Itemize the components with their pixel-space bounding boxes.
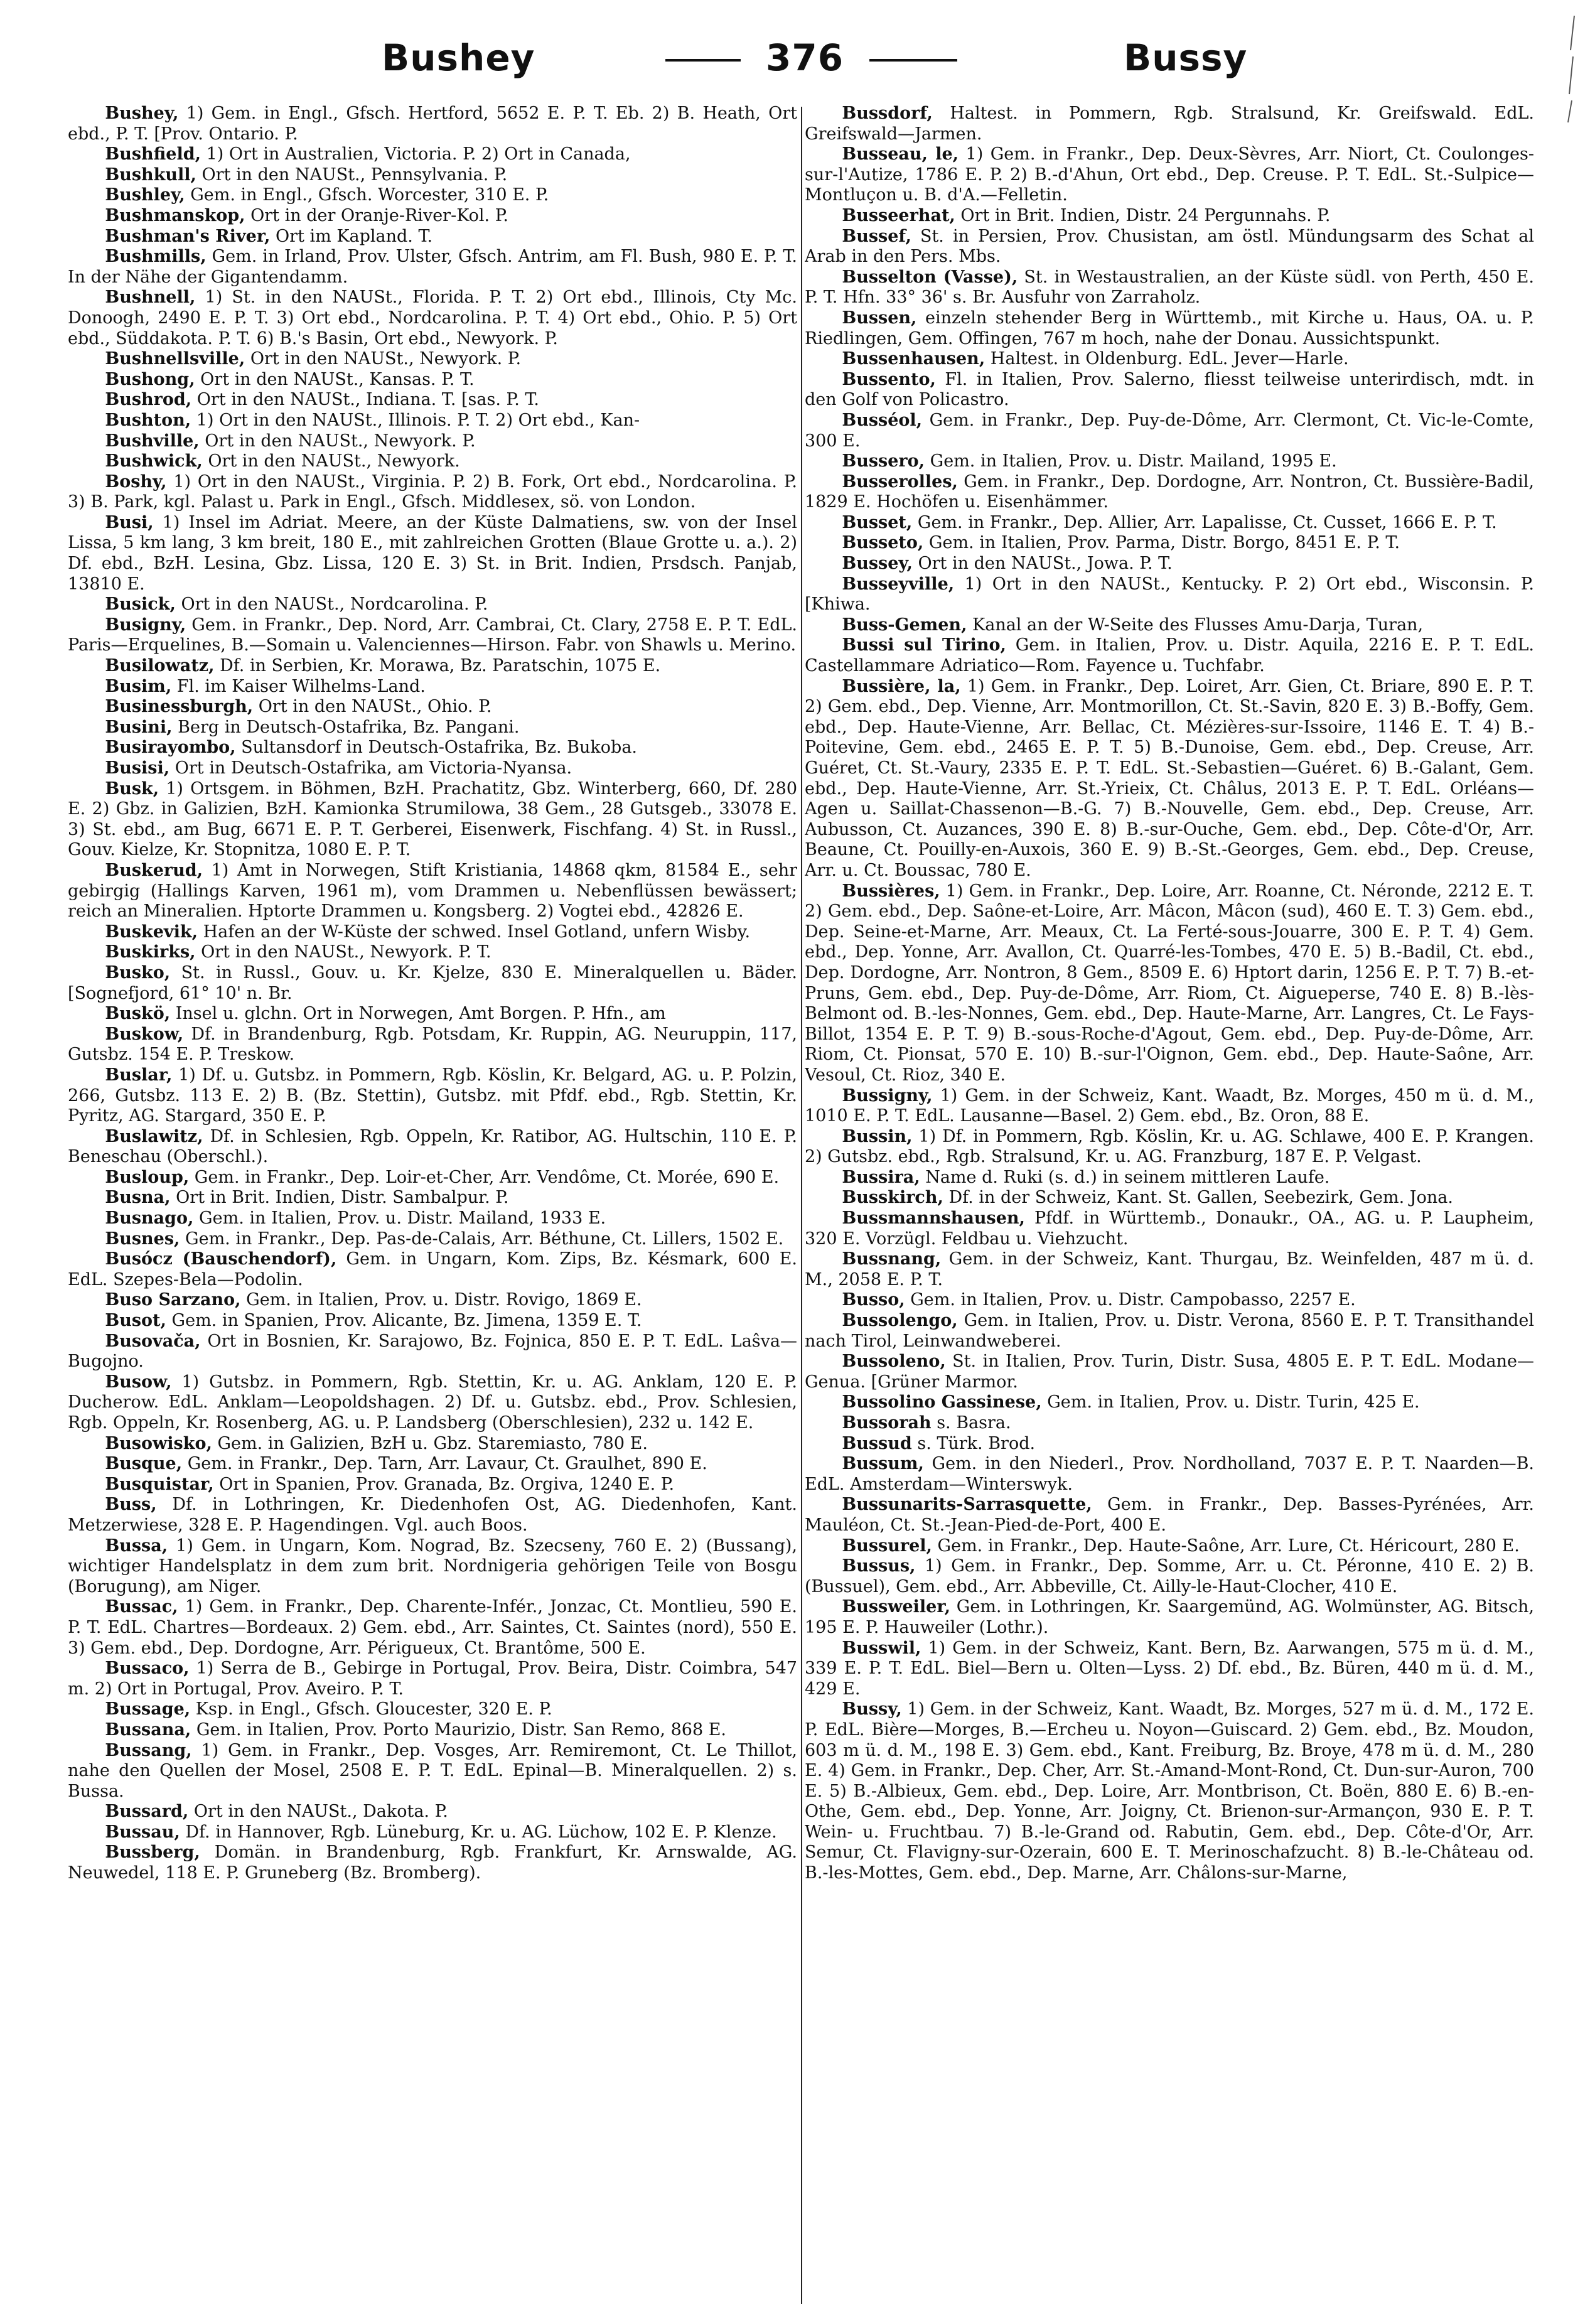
entry-headword: Bussolino Gassinese,	[842, 1392, 1042, 1412]
entry-text: Insel u. glchn. Ort in Norwegen, Amt Borgen. P. Hfn., am	[170, 1004, 666, 1024]
entry-text: St. in Italien, Prov. Turin, Distr. Susa, 4805 E. P. T. EdL. Modane—Genua. [Grüner Marmor.	[805, 1352, 1534, 1392]
entry-text: Df. in Brandenburg, Rgb. Potsdam, Kr. Ruppin, AG. Neuruppin, 117, Gutsbz. 154 E. P. Treskow.	[68, 1024, 797, 1065]
entry-headword: Bushong,	[105, 369, 195, 389]
right-column	[805, 104, 1534, 2307]
entry-text: 1) Amt in Norwegen, Stift Kristiania, 14868 qkm, 81584 E., sehr gebirgig (Hallings Karven, 1961 m), vom Drammen u. Nebenflüssen bewässert; reich an Mineralien. Hptorte Drammen u. Kongsberg. 2) Vogtei ebd., 42826 E.	[68, 860, 797, 922]
dictionary-entry	[68, 247, 797, 288]
dictionary-entry	[805, 677, 1534, 881]
dictionary-entry	[805, 1188, 1534, 1208]
dictionary-entry	[805, 411, 1534, 451]
entry-headword: Bussero,	[842, 451, 925, 471]
entry-text: 1) Ort in den NAUSt., Virginia. P. 2) B. Fork, Ort ebd., Nordcarolina. P. 3) B. Park, kgl. Palast u. Park in Engl., Gfsch. Middlesex, sö. von London.	[68, 471, 797, 512]
entry-text: Gem. in Spanien, Prov. Alicante, Bz. Jimena, 1359 E. T.	[166, 1311, 642, 1331]
dictionary-entry	[805, 349, 1534, 370]
dictionary-entry	[68, 1372, 797, 1434]
entry-headword: Busna,	[105, 1188, 171, 1208]
dictionary-entry	[68, 1025, 797, 1065]
entry-headword: Bussa,	[105, 1536, 168, 1556]
entry-text: 1) Ort in Australien, Victoria. P. 2) Ort in Canada,	[201, 144, 631, 164]
dictionary-entry	[805, 472, 1534, 513]
dictionary-entry	[68, 349, 797, 370]
entry-headword: Busserolles,	[842, 471, 958, 492]
dictionary-entry	[805, 513, 1534, 534]
entry-headword: Bussolengo,	[842, 1311, 958, 1331]
entry-headword: Bushnell,	[105, 288, 196, 308]
entry-headword: Bushville,	[105, 431, 200, 451]
dictionary-entry	[805, 574, 1534, 615]
entry-headword: Busseau, le,	[842, 144, 959, 164]
dictionary-entry	[68, 963, 797, 1004]
entry-headword: Busselton (Vasse),	[842, 267, 1018, 287]
entry-headword: Busseto,	[842, 533, 924, 553]
entry-text: 1) Gem. in Frankr., Dep. Charente-Infér., Jonzac, Ct. Montlieu, 590 E. P. T. EdL. Chartres—Bordeaux. 2) Gem. ebd., Arr. Saintes, Ct. Saintes (nord), 550 E. 3) Gem. ebd., Dep. Dordogne, Arr. Périgueux, Ct. Brantôme, 500 E.	[68, 1597, 797, 1658]
dictionary-entry	[805, 1249, 1534, 1290]
entry-text: 1) Gem. in Frankr., Dep. Deux-Sèvres, Arr. Niort, Ct. Coulonges-sur-l'Autize, 1786 E. P. 2) B.-d'Ahun, Ort ebd., Dep. Creuse. P. T. EdL. St.-Sulpice—Montluçon u. B. d'A.—Felletin.	[805, 144, 1534, 205]
dictionary-entry	[805, 1413, 1534, 1434]
entry-headword: Busk,	[105, 778, 159, 799]
entry-text: 1) Gem. in der Schweiz, Kant. Bern, Bz. Aarwangen, 575 m ü. d. M., 339 E. P. T. EdL. Biel—Bern u. Olten—Lyss. 2) Df. ebd., Bz. Büren, 440 m ü. d. M., 429 E.	[805, 1638, 1534, 1699]
dictionary-entry	[805, 1638, 1534, 1700]
entry-headword: Busim,	[105, 676, 172, 696]
entry-headword: Bussento,	[842, 369, 936, 389]
entry-headword: Bushfield,	[105, 144, 201, 164]
dictionary-entry	[805, 1434, 1534, 1455]
entry-text: Gem. in Frankr., Dep. Nord, Arr. Cambrai, Ct. Clary, 2758 E. P. T. EdL. Paris—Erquelines, B.—Somain u. Valenciennes—Hirson. Fabr. von Shawls u. Merino.	[68, 615, 797, 655]
header-rule-right	[869, 59, 957, 62]
entry-headword: Bushmanskop,	[105, 205, 245, 225]
entry-text: Df. in Hannover, Rgb. Lüneburg, Kr. u. AG. Lüchow, 102 E. P. Klenze.	[180, 1822, 777, 1842]
entry-headword: Bussnang,	[842, 1249, 942, 1269]
entry-text: Df. in Lothringen, Kr. Diedenhofen Ost, AG. Diedenhofen, Kant. Metzerwiese, 328 E. P. Hagendingen. Vgl. auch Boos.	[68, 1495, 797, 1535]
entry-headword: Bussunarits-Sarrasquette,	[842, 1495, 1092, 1515]
entry-headword: Buskö,	[105, 1004, 171, 1024]
entry-text: Ort in den NAUSt., Newyork.	[202, 451, 460, 471]
entry-text: Gem. in Lothringen, Kr. Saargemünd, AG. Wolmünster, AG. Bitsch, 195 E. P. Hauweiler (Lothr.).	[805, 1597, 1534, 1637]
header-left-catchword: Bushey	[382, 36, 535, 79]
entry-headword: Bushnellsville,	[105, 349, 245, 369]
entry-text: Haltest. in Pommern, Rgb. Stralsund, Kr. Greifswald. EdL. Greifswald—Jarmen.	[805, 104, 1534, 144]
dictionary-entry	[805, 370, 1534, 411]
entry-text: Gem. in Italien, Prov. u. Distr. Mailand, 1995 E.	[925, 451, 1337, 471]
entry-text: Hafen an der W-Küste der schwed. Insel Gotland, unfern Wisby.	[197, 922, 751, 942]
dictionary-entry	[68, 1434, 797, 1455]
entry-text: Gem. in Frankr., Dep. Tarn, Arr. Lavaur, Ct. Graulhet, 890 E.	[182, 1454, 707, 1474]
dictionary-entry	[805, 1556, 1534, 1597]
entry-text: Gem. in Frankr., Dep. Haute-Saône, Arr. Lure, Ct. Héricourt, 280 E.	[932, 1536, 1520, 1556]
entry-text: 1) Gem. in Frankr., Dep. Loire, Arr. Roanne, Ct. Néronde, 2212 E. T. 2) Gem. ebd., Dep. Saône-et-Loire, Arr. Mâcon, Mâcon (sud), 460 E. T. 3) Gem. ebd., Dep. Seine-et-Marne, Arr. Meaux, Ct. La Ferté-sous-Jouarre, 300 E. P. T. 4) Gem. ebd., Dep. Yonne, Arr. Avallon, Ct. Quarré-les-Tombes, 470 E. 5) B.-Badil, Ct. ebd., Dep. Dordogne, Arr. Nontron, 8 Gem., 8509 E. 6) Hptort darin, 1256 E. P. T. 7) B.-et-Pruns, Gem. ebd., Dep. Puy-de-Dôme, Arr. Riom, Ct. Aigueperse, 740 E. 8) B.-lès-Belmont od. B.-les-Nonnes, Gem. ebd., Dep. Haute-Marne, Arr. Langres, Ct. Le Fays-Billot, 1354 E. P. T. 9) B.-sous-Roche-d'Agout, Gem. ebd., Dep. Puy-de-Dôme, Arr. Riom, Ct. Pionsat, 570 E. 10) B.-sur-l'Oignon, Gem. ebd., Dep. Haute-Saône, Arr. Vesoul, Ct. Rioz, 340 E.	[805, 881, 1534, 1085]
entry-headword: Bussana,	[105, 1719, 191, 1740]
entry-headword: Bussigny,	[842, 1085, 933, 1106]
entry-text: St. in Russl., Gouv. u. Kr. Kjelze, 830 E. Mineralquellen u. Bäder. [Sognefjord, 61° 10' n. Br.	[68, 962, 797, 1003]
entry-text: Gem. in Italien, Prov. u. Distr. Aquila, 2216 E. P. T. EdL. Castellammare Adriatico—Rom. Fayence u. Tuchfabr.	[805, 635, 1534, 676]
entry-text: einzeln stehender Berg in Württemb., mit Kirche u. Haus, OA. u. P. Riedlingen, Gem. Offingen, 767 m hoch, nahe der Donau. Aussichtspunkt.	[805, 308, 1534, 348]
entry-text: 1) Ort in den NAUSt., Illinois. P. T. 2) Ort ebd., Kan-	[191, 410, 640, 430]
entry-headword: Busset,	[842, 512, 913, 532]
entry-headword: Busséol,	[842, 410, 923, 430]
entry-text: Gem. in Italien, Prov. u. Distr. Rovigo, 1869 E.	[240, 1290, 642, 1310]
entry-headword: Bussey,	[842, 554, 913, 574]
entry-text: Gem. in Frankr., Dep. Basses-Pyrénées, Arr. Mauléon, Ct. St.-Jean-Pied-de-Port, 400 E.	[805, 1495, 1534, 1535]
entry-headword: Bussang,	[105, 1740, 192, 1760]
dictionary-entry	[805, 1311, 1534, 1352]
entry-text: Gem. in Italien, Prov. u. Distr. Verona, 8560 E. P. T. Transithandel nach Tirol, Leinwandweberei.	[805, 1311, 1534, 1351]
dictionary-entry	[805, 1086, 1534, 1127]
dictionary-entry	[68, 758, 797, 779]
entry-headword: Bussira,	[842, 1167, 920, 1187]
entry-text: Sultansdorf in Deutsch-Ostafrika, Bz. Bukoba.	[235, 738, 637, 758]
dictionary-entry	[68, 185, 797, 206]
entry-text: Ort in den NAUSt., Indiana. T. [sas. P. T.	[191, 390, 539, 410]
dictionary-entry	[805, 1168, 1534, 1188]
dictionary-entry	[68, 144, 797, 165]
entry-headword: Buskevik,	[105, 922, 198, 942]
entry-headword: Busilowatz,	[105, 656, 215, 676]
dictionary-entry	[805, 1127, 1534, 1168]
left-column	[68, 104, 797, 2307]
dictionary-entry	[68, 942, 797, 963]
entry-headword: Businessburgh,	[105, 697, 254, 717]
entry-headword: Bussage,	[105, 1699, 191, 1719]
entry-headword: Busirayombo,	[105, 738, 236, 758]
entry-headword: Busseerhat,	[842, 205, 955, 225]
dictionary-entry	[68, 206, 797, 227]
dictionary-entry	[68, 1168, 797, 1188]
entry-headword: Busseyville,	[842, 574, 955, 594]
entry-headword: Bussau,	[105, 1822, 180, 1842]
entry-text: Gem. in Italien, Prov. Parma, Distr. Borgo, 8451 E. P. T.	[923, 533, 1400, 553]
dictionary-entry	[68, 411, 797, 431]
entry-headword: Bussières,	[842, 881, 940, 901]
dictionary-entry	[68, 1331, 797, 1372]
entry-text: Ort in den NAUSt., Ohio. P.	[253, 697, 492, 717]
entry-headword: Busskirch,	[842, 1188, 943, 1208]
dictionary-entry	[805, 554, 1534, 574]
entry-headword: Buslawitz,	[105, 1126, 203, 1146]
dictionary-entry	[68, 1127, 797, 1168]
dictionary-entry	[68, 165, 797, 186]
entry-headword: Boshy,	[105, 471, 167, 492]
dictionary-entry	[68, 1495, 797, 1536]
entry-headword: Busnes,	[105, 1229, 180, 1249]
entry-headword: Bussberg,	[105, 1843, 200, 1863]
entry-text: Ort in Bosnien, Kr. Sarajowo, Bz. Fojnica, 850 E. P. T. EdL. Laŝva—Bugojno.	[68, 1331, 797, 1372]
margin-pencil-mark	[1555, 13, 1581, 126]
entry-headword: Bussenhausen,	[842, 349, 985, 369]
entry-headword: Buso Sarzano,	[105, 1290, 241, 1310]
entry-headword: Busigny,	[105, 615, 186, 635]
dictionary-entry	[68, 615, 797, 656]
entry-text: Kanal an der W-Seite des Flusses Amu-Darja, Turan,	[967, 615, 1424, 635]
entry-text: Ort in den NAUSt., Newyork. P.	[199, 431, 476, 451]
dictionary-entry	[805, 227, 1534, 267]
entry-text: Ort in der Oranje-River-Kol. P.	[245, 205, 508, 225]
entry-headword: Bussurel,	[842, 1536, 932, 1556]
entry-headword: Bussdorf,	[842, 104, 933, 123]
entry-headword: Bussin,	[842, 1126, 913, 1146]
dictionary-entry	[805, 1454, 1534, 1495]
dictionary-entry	[805, 206, 1534, 227]
entry-text: 1) St. in den NAUSt., Florida. P. T. 2) Ort ebd., Illinois, Cty Mc. Donoogh, 2490 E. P. T. 3) Ort ebd., Nordcarolina. P. T. 4) Ort ebd., Ohio. P. 5) Ort ebd., Süddakota. P. T. 6) B.'s Basin, Ort ebd., Newyork. P.	[68, 288, 797, 348]
dictionary-entry	[68, 288, 797, 349]
entry-headword: Busócz (Bauschendorf),	[105, 1249, 337, 1269]
dictionary-entry	[68, 370, 797, 390]
dictionary-entry	[68, 104, 797, 144]
dictionary-entry	[68, 1311, 797, 1331]
dictionary-entry	[805, 615, 1534, 636]
entry-text: 1) Gem. in Frankr., Dep. Loiret, Arr. Gien, Ct. Briare, 890 E. P. T. 2) Gem. ebd., Dep. Vienne, Arr. Montmorillon, Ct. St.-Savin, 820 E. 3) B.-Boffy, Gem. ebd., Dep. Haute-Vienne, Arr. Bellac, Ct. Mézières-sur-Issoire, 1146 E. T. 4) B.-Poitevine, Gem. ebd., 2465 E. P. T. 5) B.-Dunoise, Gem. ebd., Dep. Creuse, Arr. Guéret, Ct. St.-Vaury, 2335 E. P. T. EdL. St.-Sebastien—Guéret. 6) B.-Galant, Gem. ebd., Dep. Haute-Vienne, Arr. St.-Yrieix, Ct. Châlus, 2013 E. P. T. EdL. Orléans—Agen u. Saillat-Chassenon—B.-G. 7) B.-Nouvelle, Gem. ebd., Dep. Creuse, Arr. Aubusson, Ct. Auzances, 390 E. 8) B.-sur-Ouche, Gem. ebd., Dep. Côte-d'Or, Arr. Beaune, Ct. Pouilly-en-Auxois, 360 E. 9) B.-St.-Georges, Gem. ebd., Dep. Creuse, Arr. u. Ct. Boussac, 780 E.	[805, 676, 1534, 880]
dictionary-entry	[68, 718, 797, 738]
dictionary-entry	[68, 656, 797, 677]
dictionary-entry	[68, 1843, 797, 1883]
entry-headword: Bussi sul Tirino,	[842, 635, 1006, 655]
entry-headword: Bussus,	[842, 1556, 916, 1576]
entry-headword: Bussard,	[105, 1802, 189, 1822]
dictionary-entry	[805, 1597, 1534, 1638]
entry-text: Gem. in Italien, Prov. Porto Maurizio, Distr. San Remo, 868 E.	[191, 1719, 727, 1740]
entry-text: Haltest. in Oldenburg. EdL. Jever—Harle.	[985, 349, 1349, 369]
entry-text: Gem. in Galizien, BzH u. Gbz. Staremiasto, 780 E.	[212, 1433, 648, 1453]
dictionary-entry	[68, 1188, 797, 1208]
dictionary-entry	[805, 451, 1534, 472]
dictionary-entry	[805, 533, 1534, 554]
dictionary-entry	[68, 1454, 797, 1475]
entry-text: 1) Ort in den NAUSt., Kentucky. P. 2) Ort ebd., Wisconsin. P. [Khiwa.	[805, 574, 1534, 615]
entry-headword: Busow,	[105, 1372, 172, 1392]
entry-text: 1) Serra de B., Gebirge in Portugal, Prov. Beira, Distr. Coimbra, 547 m. 2) Ort in Portugal, Prov. Aveiro. P. T.	[68, 1659, 797, 1699]
dictionary-entry	[68, 390, 797, 411]
dictionary-entry	[68, 1229, 797, 1250]
entry-text: Ort in den NAUSt., Nordcarolina. P.	[175, 594, 488, 615]
entry-text: 1) Gem. in der Schweiz, Kant. Waadt, Bz. Morges, 450 m ü. d. M., 1010 E. P. T. EdL. Lausanne—Basel. 2) Gem. ebd., Bz. Oron, 88 E.	[805, 1085, 1534, 1126]
dictionary-entry	[68, 1699, 797, 1720]
entry-headword: Buskerud,	[105, 860, 203, 880]
entry-text: Domän. in Brandenburg, Rgb. Frankfurt, Kr. Arnswalde, AG. Neuwedel, 118 E. P. Gruneberg (Bz. Bromberg).	[68, 1843, 797, 1883]
entry-text: Fl. im Kaiser Wilhelms-Land.	[171, 676, 426, 696]
dictionary-entry	[68, 922, 797, 943]
dictionary-entry	[805, 308, 1534, 349]
entry-text: 1) Gem. in der Schweiz, Kant. Waadt, Bz. Morges, 527 m ü. d. M., 172 E. P. EdL. Bière—Morges, B.—Ercheu u. Noyon—Guiscard. 2) Gem. ebd., Bz. Moudon, 603 m ü. d. M., 198 E. 3) Gem. ebd., Kant. Freiburg, Bz. Broye, 478 m ü. d. M., 280 E. 4) Gem. in Frankr., Dep. Cher, Arr. St.-Amand-Mont-Rond, Ct. Dun-sur-Auron, 700 E. 5) B.-Albieux, Gem. ebd., Dep. Loire, Arr. Montbrison, Ct. Boën, 880 E. 6) B.-en-Othe, Gem. ebd., Dep. Yonne, Arr. Joigny, Ct. Brienon-sur-Armançon, 930 E. P. T. Wein- u. Fruchtbau. 7) B.-le-Grand od. Rabutin, Gem. ebd., Dep. Côte-d'Or, Arr. Semur, Ct. Flavigny-sur-Ozerain, 600 E. T. Merinoschafzucht. 8) B.-le-Château od. B.-les-Mottes, Gem. ebd., Dep. Marne, Arr. Châlons-sur-Marne,	[805, 1699, 1534, 1883]
dictionary-entry	[68, 594, 797, 615]
dictionary-entry	[805, 1495, 1534, 1536]
entry-text: Gem. in Frankr., Dep. Loir-et-Cher, Arr. Vendôme, Ct. Morée, 690 E.	[189, 1167, 780, 1187]
entry-text: Gem. in Italien, Prov. u. Distr. Mailand, 1933 E.	[193, 1208, 606, 1229]
entry-headword: Bushrod,	[105, 390, 192, 410]
dictionary-entry	[68, 697, 797, 718]
entry-text: Gem. in Ungarn, Kom. Zips, Bz. Késmark, 600 E. EdL. Szepes-Bela—Podolin.	[68, 1249, 797, 1289]
entry-headword: Bussière, la,	[842, 676, 961, 696]
entry-text: Gem. in Irland, Prov. Ulster, Gfsch. Antrim, am Fl. Bush, 980 E. P. T. In der Nähe der Gigantendamm.	[68, 247, 797, 287]
entry-headword: Bushton,	[105, 410, 191, 430]
entry-headword: Busnago,	[105, 1208, 194, 1229]
entry-text: Ort in den NAUSt., Dakota. P.	[188, 1802, 448, 1822]
dictionary-entry	[68, 1290, 797, 1311]
entry-text: 1) Gem. in Frankr., Dep. Vosges, Arr. Remiremont, Ct. Le Thillot, nahe den Quellen der Mosel, 2508 E. P. T. EdL. Epinal—B. Mineralquellen. 2) s. Bussa.	[68, 1740, 797, 1801]
entry-headword: Busini,	[105, 717, 173, 737]
entry-headword: Busisi,	[105, 758, 170, 778]
entry-text: Name d. Ruki (s. d.) in seinem mittleren Laufe.	[920, 1167, 1330, 1187]
entry-text: Gem. in Frankr., Dep. Dordogne, Arr. Nontron, Ct. Bussière-Badil, 1829 E. Hochöfen u. Eisenhämmer.	[805, 471, 1534, 512]
entry-headword: Bussweiler,	[842, 1597, 951, 1617]
dictionary-entry	[68, 1802, 797, 1822]
dictionary-entry	[68, 1822, 797, 1843]
header-right-catchword: Bussy	[1124, 36, 1248, 79]
entry-text: Gem. in Frankr., Dep. Allier, Arr. Lapalisse, Ct. Cusset, 1666 E. P. T.	[912, 512, 1497, 532]
entry-headword: Bushkull,	[105, 164, 196, 185]
dictionary-entry	[805, 1699, 1534, 1883]
entry-headword: Buslar,	[105, 1065, 173, 1085]
entry-headword: Busick,	[105, 594, 176, 615]
entry-text: Berg in Deutsch-Ostafrika, Bz. Pangani.	[172, 717, 520, 737]
dictionary-entry	[805, 104, 1534, 144]
entry-text: 1) Gutsbz. in Pommern, Rgb. Stettin, Kr. u. AG. Anklam, 120 E. P. Ducherow. EdL. Anklam—Leopoldshagen. 2) Df. u. Gutsbz. ebd., Prov. Schlesien, Rgb. Oppeln, Kr. Rosenberg, AG. u. P. Landsberg (Oberschlesien), 232 u. 142 E.	[68, 1372, 797, 1433]
entry-text: St. in Westaustralien, an der Küste südl. von Perth, 450 E. P. T. Hfn. 33° 36' s. Br. Ausfuhr von Zarraholz.	[805, 267, 1534, 308]
dictionary-entry	[805, 1208, 1534, 1249]
entry-headword: Bussmannshausen,	[842, 1208, 1025, 1229]
entry-headword: Bushman's River,	[105, 226, 271, 246]
dictionary-entry	[68, 1720, 797, 1741]
dictionary-entry	[68, 779, 797, 861]
entry-text: Gem. in Italien, Prov. u. Distr. Turin, 425 E.	[1041, 1392, 1420, 1412]
dictionary-entry	[68, 451, 797, 472]
entry-headword: Bussum,	[842, 1454, 924, 1474]
entry-headword: Buskirks,	[105, 942, 196, 962]
entry-text: Pfdf. in Württemb., Donaukr., OA., AG. u. P. Laupheim, 320 E. Vorzügl. Feldbau u. Viehzucht.	[805, 1208, 1534, 1249]
entry-text: Ort in den NAUSt., Newyork. P.	[245, 349, 522, 369]
entry-headword: Busko,	[105, 962, 171, 982]
entry-headword: Bushwick,	[105, 451, 203, 471]
entry-text: Ort in den NAUSt., Pennsylvania. P.	[196, 164, 508, 185]
entry-headword: Busi,	[105, 512, 154, 532]
entry-headword: Busowisko,	[105, 1433, 212, 1453]
dictionary-entry	[68, 472, 797, 513]
dictionary-entry	[68, 1741, 797, 1802]
entry-text: 1) Gem. in Engl., Gfsch. Hertford, 5652 E. P. T. Eb. 2) B. Heath, Ort ebd., P. T. [Prov. Ontario. P.	[68, 104, 797, 144]
entry-text: Ort im Kapland. T.	[270, 226, 433, 246]
dictionary-entry	[68, 1208, 797, 1229]
dictionary-entry	[805, 1536, 1534, 1557]
dictionary-entry	[805, 635, 1534, 676]
dictionary-entry	[805, 881, 1534, 1086]
dictionary-entry	[805, 1290, 1534, 1311]
dictionary-entry	[805, 1392, 1534, 1413]
entry-text: 1) Df. u. Gutsbz. in Pommern, Rgb. Köslin, Kr. Belgard, AG. u. P. Polzin, 266, Gutsbz. 113 E. 2) B. (Bz. Stettin), Gutsbz. mit Pfdf. ebd., Rgb. Stettin, Kr. Pyritz, AG. Stargard, 350 E. P.	[68, 1065, 797, 1126]
entry-headword: Busque,	[105, 1454, 183, 1474]
dictionary-entry	[68, 513, 797, 594]
entry-text: Gem. in den Niederl., Prov. Nordholland, 7037 E. P. T. Naarden—B. EdL. Amsterdam—Winterswyk.	[805, 1454, 1534, 1494]
entry-headword: Bussen,	[842, 308, 917, 328]
dictionary-entry	[68, 1065, 797, 1127]
dictionary-entry	[68, 1536, 797, 1598]
entry-headword: Busquistar,	[105, 1474, 214, 1494]
entry-headword: Busswil,	[842, 1638, 921, 1658]
dictionary-entry	[68, 1659, 797, 1699]
entry-text: Ort in Spanien, Prov. Granada, Bz. Orgiva, 1240 E. P.	[213, 1474, 675, 1494]
entry-headword: Bussac,	[105, 1597, 178, 1617]
dictionary-entry	[68, 738, 797, 758]
entry-text: Ort in Brit. Indien, Distr. Sambalpur. P.	[170, 1188, 509, 1208]
entry-text: Ort in Deutsch-Ostafrika, am Victoria-Nyansa.	[169, 758, 572, 778]
entry-text: 1) Ortsgem. in Böhmen, BzH. Prachatitz, Gbz. Winterberg, 660, Df. 280 E. 2) Gbz. in Galizien, BzH. Kamionka Strumilowa, 38 Gem., 28 Gutsgeb., 33078 E. 3) St. ebd., am Bug, 6671 E. P. T. Gerberei, Eisenwerk, Fischfang. 4) St. in Russl., Gouv. Kielze, Kr. Stopnitza, 1080 E. P. T.	[68, 778, 797, 860]
page-header	[0, 25, 1595, 100]
entry-headword: Bussef,	[842, 226, 911, 246]
dictionary-entry	[68, 861, 797, 922]
entry-text: St. in Persien, Prov. Chusistan, am östl. Mündungsarm des Schat al Arab in den Pers. Mbs.	[805, 226, 1534, 267]
entry-headword: Bussy,	[842, 1699, 902, 1719]
entry-headword: Bushmills,	[105, 247, 207, 267]
dictionary-entry	[805, 144, 1534, 206]
entry-text: Gem. in Frankr., Dep. Puy-de-Dôme, Arr. Clermont, Ct. Vic-le-Comte, 300 E.	[805, 410, 1534, 451]
entry-text: Gem. in der Schweiz, Kant. Thurgau, Bz. Weinfelden, 487 m ü. d. M., 2058 E. P. T.	[805, 1249, 1534, 1289]
dictionary-entry	[68, 1004, 797, 1025]
entry-text: 1) Insel im Adriat. Meere, an der Küste Dalmatiens, sw. von der Insel Lissa, 5 km lang, 3 km breit, 180 E., mit zahlreichen Grotten (Blaue Grotte u. a.). 2) Df. ebd., BzH. Lesina, Gbz. Lissa, 120 E. 3) St. in Brit. Indien, Prsdsch. Panjab, 13810 E.	[68, 512, 797, 594]
dictionary-entry	[68, 1475, 797, 1495]
entry-headword: Bussud	[842, 1433, 912, 1453]
dictionary-entry	[68, 1249, 797, 1290]
entry-text: 1) Gem. in Frankr., Dep. Somme, Arr. u. Ct. Péronne, 410 E. 2) B. (Bussuel), Gem. ebd., Arr. Abbeville, Ct. Ailly-le-Haut-Clocher, 410 E.	[805, 1556, 1534, 1596]
entry-text: 1) Df. in Pommern, Rgb. Köslin, Kr. u. AG. Schlawe, 400 E. P. Krangen. 2) Gutsbz. ebd., Rgb. Stralsund, Kr. u. AG. Franzburg, 187 E. P. Velgast.	[805, 1126, 1534, 1167]
entry-text: Df. in Schlesien, Rgb. Oppeln, Kr. Ratibor, AG. Hultschin, 110 E. P. Beneschau (Oberschl.).	[68, 1126, 797, 1167]
dictionary-entry	[805, 1352, 1534, 1392]
entry-headword: Bushey,	[105, 104, 179, 123]
entry-text: Ort in den NAUSt., Kansas. P. T.	[195, 369, 475, 389]
entry-text: Df. in der Schweiz, Kant. St. Gallen, Seebezirk, Gem. Jona.	[943, 1188, 1453, 1208]
entry-headword: Buss,	[105, 1495, 157, 1515]
entry-headword: Busovača,	[105, 1331, 201, 1351]
entry-text: Ksp. in Engl., Gfsch. Gloucester, 320 E. P.	[190, 1699, 552, 1719]
entry-headword: Buss-Gemen,	[842, 615, 967, 635]
entry-text: Gem. in Italien, Prov. u. Distr. Campobasso, 2257 E.	[905, 1290, 1356, 1310]
page-number: 376	[766, 36, 844, 79]
entry-headword: Buskow,	[105, 1024, 184, 1044]
entry-headword: Bussaco,	[105, 1659, 190, 1679]
entry-text: Df. in Serbien, Kr. Morawa, Bz. Paratschin, 1075 E.	[214, 656, 661, 676]
dictionary-entry	[68, 677, 797, 697]
entry-headword: Busloup,	[105, 1167, 190, 1187]
entry-text: Ort in Brit. Indien, Distr. 24 Pergunnahs. P.	[955, 205, 1331, 225]
column-divider	[801, 107, 802, 2304]
entry-text: Ort in den NAUSt., Newyork. P. T.	[195, 942, 491, 962]
dictionary-entry	[68, 227, 797, 247]
entry-headword: Bussorah	[842, 1413, 932, 1433]
entry-text: s. Türk. Brod.	[911, 1433, 1036, 1453]
entry-text: Ort in den NAUSt., Jowa. P. T.	[912, 554, 1173, 574]
dictionary-entry	[805, 267, 1534, 308]
entry-text: Fl. in Italien, Prov. Salerno, fliesst teilweise unterirdisch, mdt. in den Golf von Policastro.	[805, 369, 1534, 410]
entry-text: 1) Gem. in Ungarn, Kom. Nograd, Bz. Szecseny, 760 E. 2) (Bussang), wichtiger Handelsplatz in dem zum brit. Nordnigeria gehörigen Teile von Bosgu (Borugung), am Niger.	[68, 1536, 797, 1596]
dictionary-entry	[68, 431, 797, 452]
entry-text: Gem. in Engl., Gfsch. Worcester, 310 E. P.	[185, 185, 549, 205]
entry-headword: Busot,	[105, 1311, 166, 1331]
header-rule-left	[665, 59, 741, 62]
entry-headword: Bushley,	[105, 185, 185, 205]
dictionary-entry	[68, 1597, 797, 1659]
entry-text: s. Basra.	[931, 1413, 1011, 1433]
entry-text: Gem. in Frankr., Dep. Pas-de-Calais, Arr. Béthune, Ct. Lillers, 1502 E.	[180, 1229, 784, 1249]
entry-headword: Bussoleno,	[842, 1352, 946, 1372]
entry-headword: Busso,	[842, 1290, 905, 1310]
